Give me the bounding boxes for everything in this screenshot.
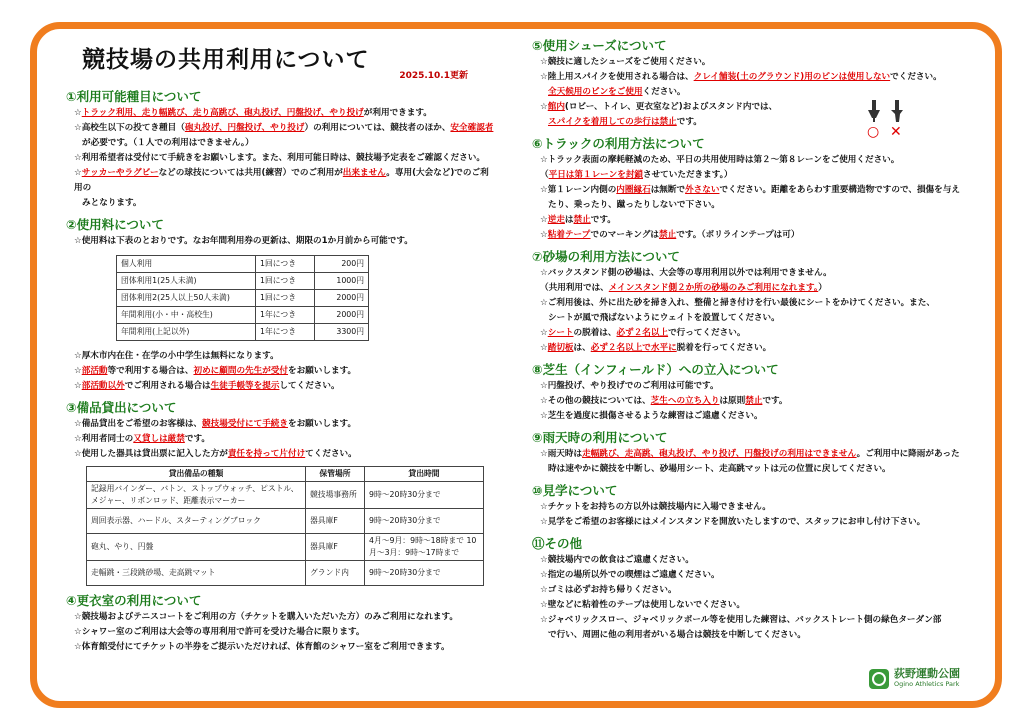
s5-line: スパイクを着用しての歩行は禁止です。 xyxy=(548,117,702,127)
table-row: 記録用バインダー、バトン、ストップウォッチ、ピストル、メジャー、リボンロッド、距離表示マーカー 競技場事務所 9時～20時30分まで xyxy=(87,482,484,509)
s6-line: ☆逆走は禁止です。 xyxy=(540,215,616,225)
spike-pin-icon xyxy=(862,98,912,138)
s1-line: が必要です。（１人での利用はできません。） xyxy=(82,138,254,148)
s4-line: ☆競技場およびテニスコートをご利用の方（チケットを購入いただいた方）のみご利用になれます。 xyxy=(74,612,459,622)
s9-line: ☆雨天時は走幅跳び、走高跳、砲丸投げ、やり投げ、円盤投げの利用はできません。ご利用中に降雨があった xyxy=(540,449,960,459)
s7-line: （共用利用では、メインスタンド側２か所の砂場のみご利用になれます。） xyxy=(540,283,827,293)
park-name-en: Ogino Athletics Park xyxy=(894,680,960,688)
ng-mark: ✕ xyxy=(890,124,902,138)
s1-line: ☆高校生以下の投てき種目（砲丸投げ、円盤投げ、やり投げ）の利用については、競技者のほか、安全確認者 xyxy=(74,123,494,133)
spike-pin-icons xyxy=(862,98,912,138)
left-column xyxy=(66,40,496,655)
s8-line: ☆芝生を過度に損傷させるような練習はご遠慮ください。 xyxy=(540,411,763,421)
s11-line: ☆指定の場所以外での喫煙はご遠慮ください。 xyxy=(540,570,720,580)
section-2-heading: ②使用料について xyxy=(66,217,164,232)
s11-line: で行い、周囲に他の利用者がいる場合は競技を中断してください。 xyxy=(548,630,806,640)
s10-line: ☆見学をご希望のお客様にはメインスタンドを開放いたしますので、スタッフにお申し付け下さい。 xyxy=(540,517,926,527)
park-logo-icon xyxy=(868,668,890,690)
update-date: 2025.10.1更新 xyxy=(399,71,468,81)
page-title: 競技場の共用利用について xyxy=(82,47,370,73)
s8-line: ☆その他の競技については、芝生への立ち入りは原則禁止です。 xyxy=(540,396,788,406)
section-11-heading: ⑪その他 xyxy=(532,536,583,551)
s2-line: ☆部活動等で利用する場合は、初めに顧問の先生が受付をお願いします。 xyxy=(74,366,357,376)
table-row: 団体利用2(25人以上50人未満) 1回につき 2000円 xyxy=(117,290,369,307)
ok-mark: ○ xyxy=(867,124,880,138)
s7-line: シートが風で飛ばないようにウェイトを設置してください。 xyxy=(548,313,780,323)
s11-line: ☆ゴミは必ずお持ち帰りください。 xyxy=(540,585,677,595)
s3-line: ☆利用者同士の又貸しは厳禁です。 xyxy=(74,434,210,444)
section-7-heading: ⑦砂場の利用方法について xyxy=(532,249,680,264)
table-row: 周回表示器、ハードル、スターティングブロック 器具庫F 9時～20時30分まで xyxy=(87,509,484,534)
s6-line: ☆トラック表面の摩耗軽減のため、平日の共用使用時は第２～第８レーンをご使用ください。 xyxy=(540,155,900,165)
s3-line: ☆備品貸出をご希望のお客様は、競技場受付にて手続きをお願いします。 xyxy=(74,419,357,429)
lending-table xyxy=(86,466,484,586)
s1-line: ☆利用希望者は受付にて手続きをお願いします。また、利用可能日時は、競技場予定表をご確認ください。 xyxy=(74,153,485,163)
section-8-heading: ⑧芝生（インフィールド）への立入について xyxy=(532,362,779,377)
s5-line: 全天候用のピンをご使用ください。 xyxy=(548,87,686,97)
table-row: 団体利用1(25人未満) 1回につき 1000円 xyxy=(117,273,369,290)
s1-line: みとなります。 xyxy=(82,198,142,208)
table-row: 砲丸、やり、円盤 器具庫F 4月～9月：9時～18時まで 10月～3月：9時～17時まで xyxy=(87,534,484,561)
s6-line: ☆第１レーン内側の内圏縁石は無断で外さないでください。距離をあらわす重要構造物ですので、損傷を与え xyxy=(540,185,960,195)
s2-line: ☆使用料は下表のとおりです。なお年間利用券の更新は、期限の1か月前から可能です。 xyxy=(74,236,413,246)
s1-line: ☆トラック利用、走り幅跳び、走り高跳び、砲丸投げ、円盤投げ、やり投げが利用できます。 xyxy=(74,108,432,118)
s10-line: ☆チケットをお持ちの方以外は競技場内に入場できません。 xyxy=(540,502,771,512)
s6-line: たり、乗ったり、蹴ったりしないで下さい。 xyxy=(548,200,720,210)
s9-line: 時は速やかに競技を中断し、砂場用シート、走高跳マットは元の位置に戻してください。 xyxy=(548,464,891,474)
section-10-heading: ⑩見学について xyxy=(532,483,618,498)
s11-line: ☆競技場内での飲食はご遠慮ください。 xyxy=(540,555,694,565)
s5-line: ☆競技に適したシューズをご使用ください。 xyxy=(540,57,711,67)
s3-line: ☆使用した器具は貸出票に記入した方が責任を持って片付けてください。 xyxy=(74,449,357,459)
s2-line: ☆厚木市内在住・在学の小中学生は無料になります。 xyxy=(74,351,279,361)
s5-line: ☆陸上用スパイクを使用される場合は、クレイ舗装(土のグラウンド)用のピンは使用しないでください。 xyxy=(540,72,942,82)
s11-line: ☆壁などに粘着性のテープは使用しないでください。 xyxy=(540,600,745,610)
s6-line: ☆粘着テープでのマーキングは禁止です。（ポリラインテープは可） xyxy=(540,230,800,240)
table-row: 年間利用(上記以外) 1年につき 3300円 xyxy=(117,324,369,341)
section-1-heading: ①利用可能種目について xyxy=(66,89,202,104)
table-row: 走幅跳・三段跳砂場、走高跳マット グランド内 9時～20時30分まで xyxy=(87,561,484,586)
section-6-heading: ⑥トラックの利用方法について xyxy=(532,136,705,151)
s4-line: ☆シャワー室のご利用は大会等の専用利用で許可を受けた場合に限ります。 xyxy=(74,627,365,637)
s4-line: ☆体育館受付にてチケットの半券をご提示いただければ、体育館のシャワー室をご利用できます。 xyxy=(74,642,450,652)
s7-line: ☆踏切板は、必ず２名以上で水平に脱着を行ってください。 xyxy=(540,343,772,353)
s7-line: ☆バックスタンド側の砂場は、大会等の専用利用以外では利用できません。 xyxy=(540,268,832,278)
s5-line: ☆館内(ロビー、トイレ、更衣室など)およびスタンド内では、 xyxy=(540,102,778,112)
park-logo xyxy=(868,667,978,691)
section-9-heading: ⑨雨天時の利用について xyxy=(532,430,668,445)
s7-line: ☆シートの脱着は、必ず２名以上で行ってください。 xyxy=(540,328,746,338)
s11-line: ☆ジャベリックスロー、ジャベリックボール等を使用した練習は、バックストレート側の緑色ターダン部 xyxy=(540,615,942,625)
s1-line: ☆サッカーやラグビーなどの球技については共用(練習）でのご利用が出来ません。専用(大会など)でのご利用の xyxy=(74,168,489,193)
s8-line: ☆円盤投げ、やり投げでのご利用は可能です。 xyxy=(540,381,719,391)
section-5-heading: ⑤使用シューズについて xyxy=(532,38,667,53)
s2-line: ☆部活動以外でご利用される場合は生徒手帳等を提示してください。 xyxy=(74,381,340,391)
park-name: 荻野運動公園 xyxy=(894,667,960,680)
s7-line: ☆ご利用後は、外に出た砂を掃き入れ、整備と掃き付けを行い最後にシートをかけてください。また、 xyxy=(540,298,935,308)
section-3-heading: ③備品貸出について xyxy=(66,400,177,415)
s6-line: （平日は第１レーンを封鎖させていただきます。） xyxy=(540,170,733,180)
table-row: 年間利用(小・中・高校生) 1年につき 2000円 xyxy=(117,307,369,324)
section-4-heading: ④更衣室の利用について xyxy=(66,593,202,608)
table-row: 個人利用 1回につき 200円 xyxy=(117,256,369,273)
fee-table xyxy=(116,255,369,341)
table-header-row: 貸出備品の種類 保管場所 貸出時間 xyxy=(87,467,484,482)
